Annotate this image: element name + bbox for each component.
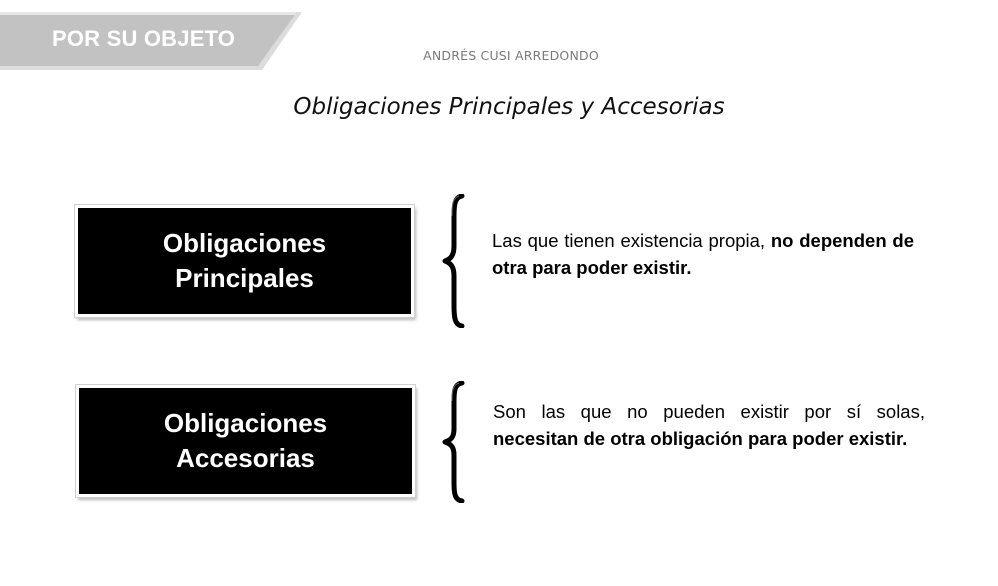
page-title: Obligaciones Principales y Accesorias [293, 94, 725, 120]
definition-principales [492, 227, 914, 281]
definition-accesorias [493, 398, 925, 452]
term-label-line-2: Accesorias [176, 443, 315, 473]
definition-text: Las que tienen existencia propia, [492, 230, 771, 251]
term-label [163, 226, 326, 296]
definition-emphasis: necesitan de otra obligación para poder existir. [493, 428, 908, 449]
term-label-line-2: Principales [175, 263, 314, 293]
term-label-line-1: Obligaciones [162, 228, 327, 258]
term-label-line-1: Obligaciones [163, 408, 328, 438]
term-box-accesorias [76, 385, 415, 497]
definition-text: Son las que no pueden existir por sí solas, [493, 401, 925, 422]
term-box-principales [75, 205, 414, 317]
curly-brace-icon [442, 381, 466, 503]
definition-emphasis: no dependen de otra para poder existir. [492, 230, 914, 278]
author-name: ANDRÉS CUSI ARREDONDO [423, 48, 599, 63]
curly-brace-icon [442, 194, 466, 328]
term-label [164, 406, 327, 476]
section-tag-label: POR SU OBJETO [52, 26, 236, 51]
